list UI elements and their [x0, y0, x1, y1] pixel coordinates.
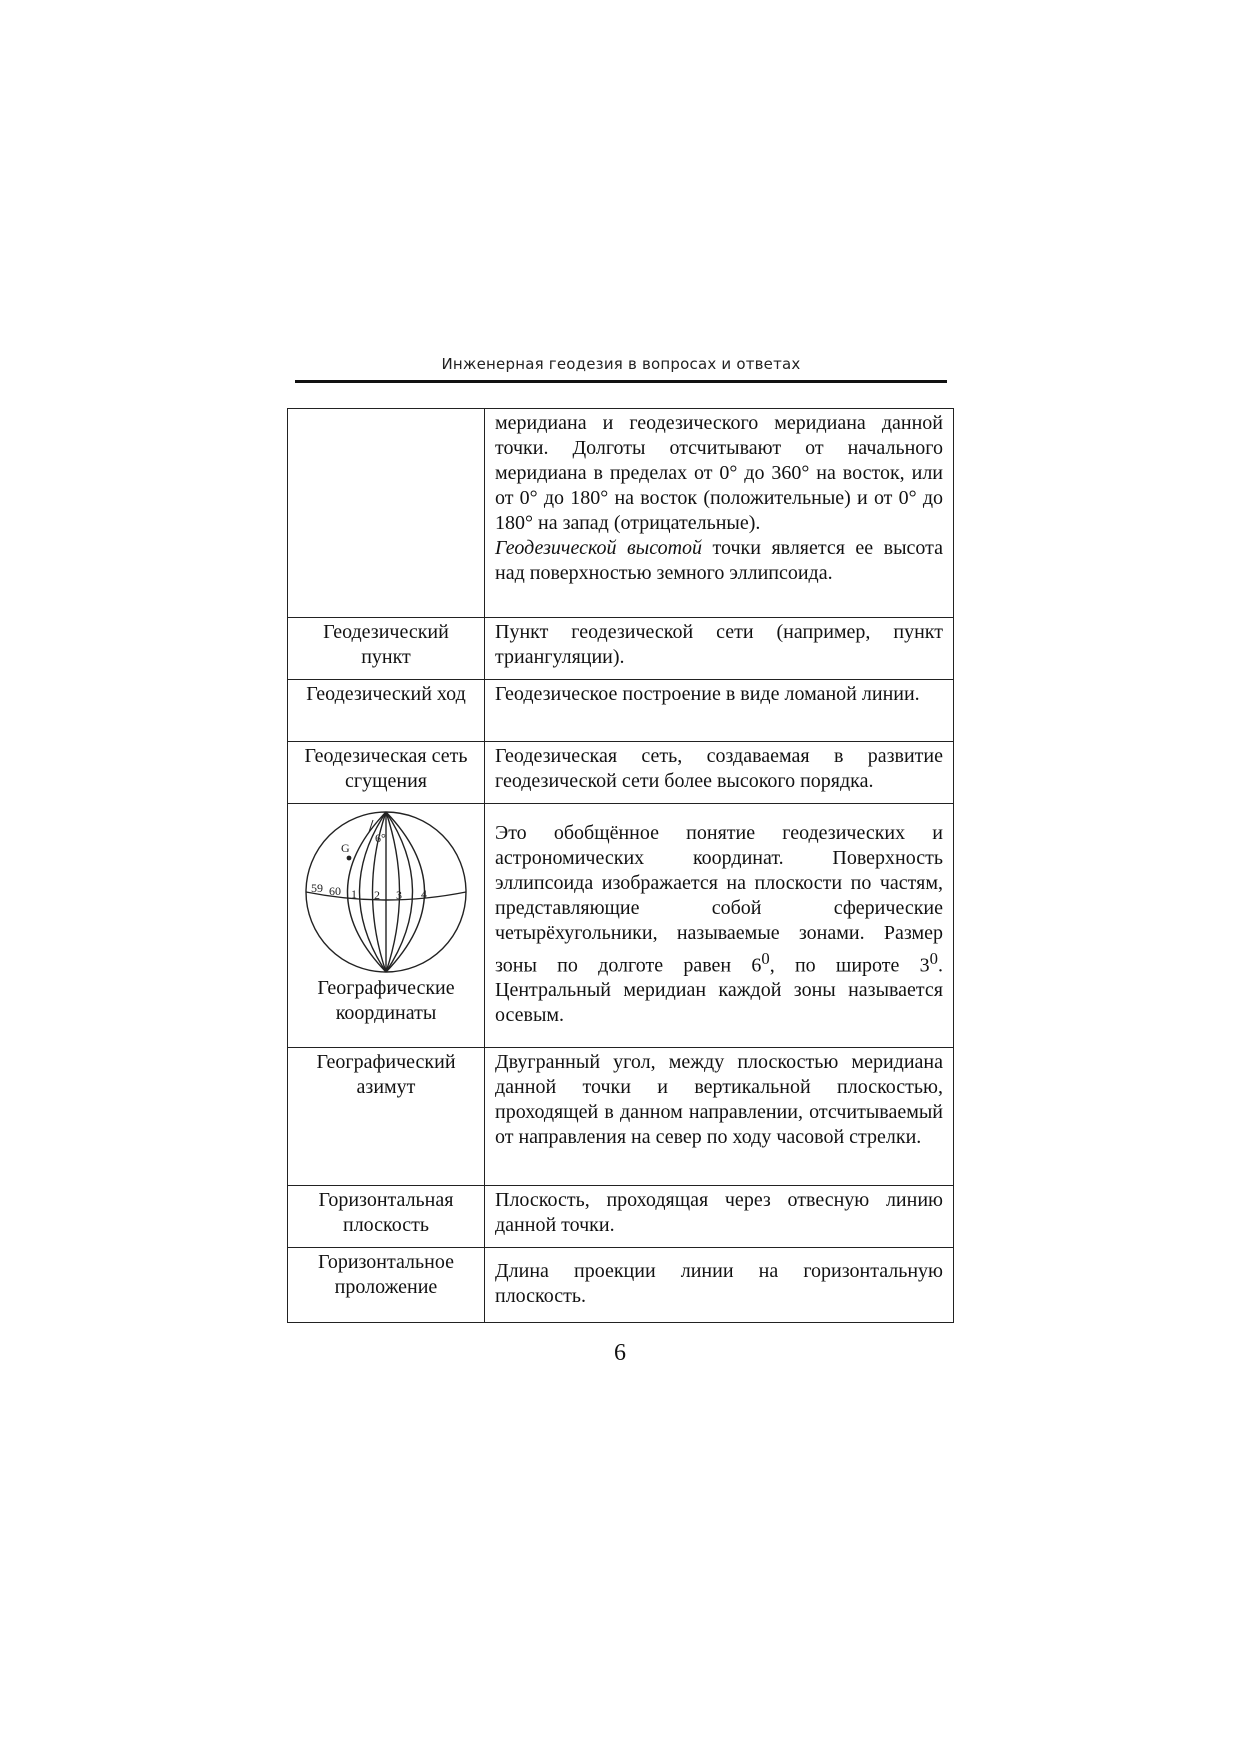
- definition-italic-term: Геодезической высотой: [495, 537, 703, 559]
- globe-zones-figure: [301, 808, 471, 976]
- zone-label: 1: [351, 887, 357, 901]
- term-label: Географические координаты: [317, 977, 455, 1024]
- running-header: Инженерная геодезия в вопросах и ответах: [441, 355, 801, 373]
- term-cell: Геодезическая сеть сгущения: [288, 742, 485, 804]
- point-g-marker: [347, 856, 352, 861]
- table-row: [288, 409, 954, 618]
- superscript: 0: [761, 948, 770, 968]
- term-cell-with-figure: [288, 804, 485, 1048]
- term-cell-empty: [288, 409, 485, 618]
- zone-label: 59: [311, 881, 323, 895]
- definition-cell: Пункт геодезической сети (например, пункт триангуляции).: [485, 618, 954, 680]
- definition-line: от 0° до 180° на запад (отрицательные).: [495, 487, 943, 534]
- glossary-table: [287, 408, 954, 1323]
- definition-text: . Центральный меридиан каждой зоны называется осевым.: [495, 954, 943, 1027]
- definition-text: Это обобщённое понятие геодезических и астрономических координат. Поверхность эллипсоида изображается на плоскости по частям, представляющие собой сферические четырёхугольники, называемые зонами. Размер зоны по долготе равен 6: [495, 821, 943, 977]
- definition-cell: [485, 804, 954, 1048]
- term-cell: Горизонтальная плоскость: [288, 1186, 485, 1248]
- table-row: [288, 1048, 954, 1186]
- definition-cell: [485, 409, 954, 618]
- table-row: [288, 742, 954, 804]
- zone-label: 2: [374, 888, 380, 902]
- page-number: 6: [614, 1340, 626, 1366]
- table-row: [288, 680, 954, 742]
- superscript: 0: [929, 948, 938, 968]
- table-row: [288, 804, 954, 1048]
- header-rule: [295, 380, 947, 383]
- table-row: [288, 1248, 954, 1323]
- definition-cell: Длина проекции линии на горизонтальную плоскость.: [485, 1248, 954, 1323]
- zone-label: 3: [396, 888, 402, 902]
- definition-line: или от 0° до 180° на восток (положительные) и: [495, 462, 943, 509]
- definition-cell: Геодезическая сеть, создаваемая в развитие геодезической сети более высокого порядка.: [485, 742, 954, 804]
- zone-label: 60: [329, 884, 341, 898]
- point-label: G: [341, 841, 350, 855]
- definition-cell: Двугранный угол, между плоскостью меридиана данной точки и вертикальной плоскостью, проходящей в данном направлении, отсчитываемый от направления на север по ходу часовой стрелки.: [485, 1048, 954, 1186]
- zone-label: 4: [421, 887, 427, 901]
- definition-cell: Плоскость, проходящая через отвесную линию данной точки.: [485, 1186, 954, 1248]
- term-cell: Геодезический ход: [288, 680, 485, 742]
- term-cell: Горизонтальное проложение: [288, 1248, 485, 1323]
- table-row: [288, 1186, 954, 1248]
- definition-cell: Геодезическое построение в виде ломаной линии.: [485, 680, 954, 742]
- definition-text: , по широте 3: [769, 954, 930, 977]
- table-row: [288, 618, 954, 680]
- term-cell: Географический азимут: [288, 1048, 485, 1186]
- definition-text: точки является ее высота над поверхностью земного эллипсоида.: [495, 537, 943, 584]
- term-cell: Геодезический пункт: [288, 618, 485, 680]
- zone-width-label: 6°: [375, 831, 386, 845]
- definition-line: меридиана и геодезического меридиана данной: [495, 412, 943, 434]
- definition-line: меридиана в пределах от 0° до 360° на восток,: [495, 462, 905, 484]
- definition-line: точки. Долготы отсчитывают от начального: [495, 437, 943, 459]
